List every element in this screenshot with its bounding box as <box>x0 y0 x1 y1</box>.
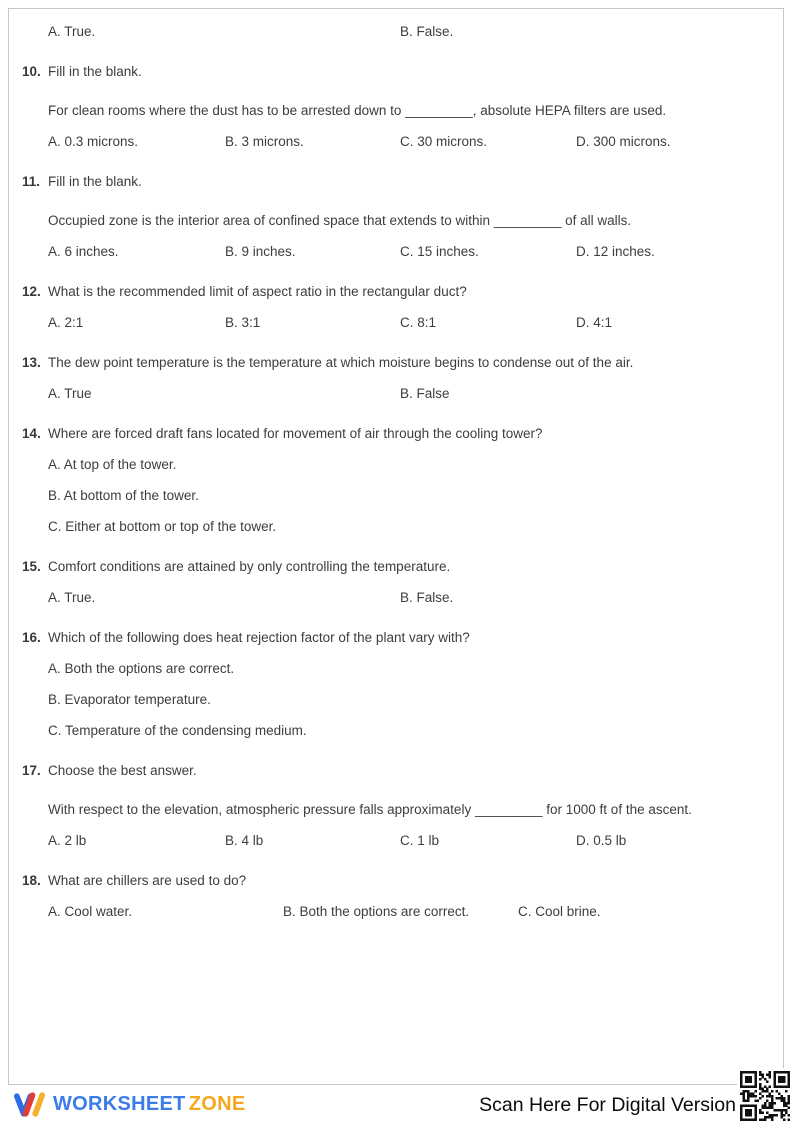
option-label: B. 3:1 <box>225 315 261 330</box>
questions-content <box>9 9 783 920</box>
question-head <box>9 629 783 646</box>
options-row <box>9 243 783 260</box>
stem-text: Occupied zone is the interior area of confined space that extends to within _________ of all walls. <box>48 213 632 228</box>
question-prompt: The dew point temperature is the temperature at which moisture begins to condense out of the air. <box>48 355 634 370</box>
options-row <box>9 133 783 150</box>
question-prompt: Choose the best answer. <box>48 763 197 778</box>
question-number: 13. <box>22 355 41 370</box>
question-prompt: Where are forced draft fans located for movement of air through the cooling tower? <box>48 426 543 441</box>
question-number: 12. <box>22 284 41 299</box>
stem-text: With respect to the elevation, atmospheric pressure falls approximately _________ for 1000 ft of the ascent. <box>48 802 692 817</box>
question-head <box>9 558 783 575</box>
option-label: B. 9 inches. <box>225 244 296 259</box>
options-row <box>9 385 783 402</box>
question-number: 16. <box>22 630 41 645</box>
question-block <box>9 558 783 606</box>
question-prompt: Which of the following does heat rejection factor of the plant vary with? <box>48 630 470 645</box>
question-head <box>9 354 783 371</box>
question-number: 11. <box>22 174 41 189</box>
question-stem <box>9 801 783 818</box>
option-label: C. 15 inches. <box>400 244 479 259</box>
option-line <box>9 722 783 739</box>
question-number: 14. <box>22 426 41 441</box>
scan-here-text: Scan Here For Digital Version <box>479 1094 736 1116</box>
logo-w-icon <box>13 1089 46 1120</box>
worksheetzone-logo <box>13 1087 245 1121</box>
option-label: B. 3 microns. <box>225 134 304 149</box>
option-label: B. At bottom of the tower. <box>48 488 199 503</box>
question-block <box>9 425 783 535</box>
questions-box <box>8 8 784 1085</box>
option-label: A. 6 inches. <box>48 244 119 259</box>
qr-code-icon <box>737 1068 793 1122</box>
option-line <box>9 691 783 708</box>
option-label: A. True. <box>48 24 96 39</box>
question-prompt: What are chillers are used to do? <box>48 873 247 888</box>
question-head <box>9 872 783 889</box>
logo-text-zone: ZONE <box>188 1092 246 1115</box>
question-head <box>9 173 783 190</box>
option-label: A. Both the options are correct. <box>48 661 235 676</box>
options-row <box>9 23 783 40</box>
option-line <box>9 660 783 677</box>
option-label: C. 1 lb <box>400 833 440 848</box>
option-label: B. False <box>400 386 450 401</box>
question-number: 18. <box>22 873 41 888</box>
option-line <box>9 456 783 473</box>
option-label: A. 2 lb <box>48 833 87 848</box>
options-row <box>9 314 783 331</box>
question-stem <box>9 212 783 229</box>
option-line <box>9 487 783 504</box>
question-head <box>9 283 783 300</box>
option-label: C. Temperature of the condensing medium. <box>48 723 307 738</box>
option-label: A. 2:1 <box>48 315 84 330</box>
question-head <box>9 63 783 80</box>
option-label: B. 4 lb <box>225 833 264 848</box>
question-block <box>9 354 783 402</box>
question-block <box>9 283 783 331</box>
option-label: C. Cool brine. <box>518 904 601 919</box>
footer <box>0 1085 793 1122</box>
option-label: A. True. <box>48 590 96 605</box>
option-label: D. 4:1 <box>576 315 613 330</box>
question-block <box>9 872 783 920</box>
question-block <box>9 63 783 150</box>
question-prompt: Fill in the blank. <box>48 174 142 189</box>
question-block <box>9 173 783 260</box>
logo-text-worksheet: WORKSHEET <box>53 1092 186 1115</box>
options-row <box>9 903 783 920</box>
question-number: 17. <box>22 763 41 778</box>
question-prompt: Fill in the blank. <box>48 64 142 79</box>
option-label: A. True <box>48 386 92 401</box>
question-prompt: What is the recommended limit of aspect ratio in the rectangular duct? <box>48 284 467 299</box>
options-row <box>9 832 783 849</box>
option-label: A. Cool water. <box>48 904 133 919</box>
option-label: C. 30 microns. <box>400 134 488 149</box>
stem-text: For clean rooms where the dust has to be arrested down to _________, absolute HEPA filters are used. <box>48 103 667 118</box>
question-head <box>9 762 783 779</box>
option-label: D. 12 inches. <box>576 244 655 259</box>
option-label: C. 8:1 <box>400 315 437 330</box>
option-label: A. At top of the tower. <box>48 457 177 472</box>
option-line <box>9 518 783 535</box>
option-label: B. Evaporator temperature. <box>48 692 211 707</box>
question-stem <box>9 102 783 119</box>
question-prompt: Comfort conditions are attained by only controlling the temperature. <box>48 559 451 574</box>
question-head <box>9 425 783 442</box>
option-label: B. False. <box>400 590 454 605</box>
question-block <box>9 629 783 739</box>
question-block <box>9 762 783 849</box>
option-label: A. 0.3 microns. <box>48 134 139 149</box>
option-label: D. 300 microns. <box>576 134 671 149</box>
options-row <box>9 589 783 606</box>
option-label: C. Either at bottom or top of the tower. <box>48 519 277 534</box>
question-number: 10. <box>22 64 41 79</box>
option-label: D. 0.5 lb <box>576 833 627 848</box>
option-label: B. Both the options are correct. <box>283 904 470 919</box>
option-label: B. False. <box>400 24 454 39</box>
question-number: 15. <box>22 559 41 574</box>
